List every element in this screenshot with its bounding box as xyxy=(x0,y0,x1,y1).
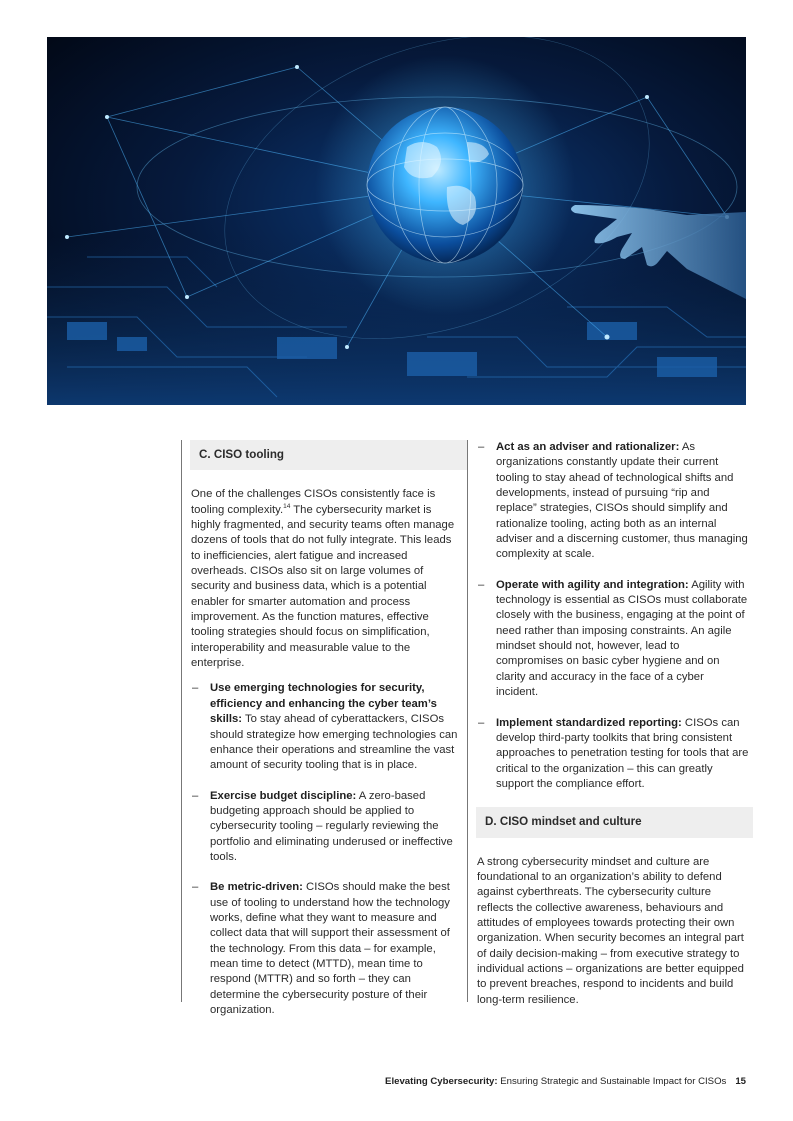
list-item: – Act as an adviser and rationalizer: As organizations constantly update their current tooling to stay ahead of technological shifts and developments, instead of pursuing “rip and replace” strategies, CISOs should simplify and rationalize tooling, acting both as an internal adviser and a discerning customer, thus managing complexity at scale. xyxy=(478,441,748,561)
footer-title-bold: Elevating Cybersecurity: xyxy=(385,1076,498,1087)
ciso-tooling-intro: One of the challenges CISOs consistently face is tooling complexity.$^{14}$ The cybersecurity market is highly fragmented, and security teams often manage dozens of tools that do not fully integrate. This leads to inefficiencies, alert fatigue and increased overheads. CISOs also sit on large volumes of security and business data, which is a potential enabler for smarter automation and process improvement. As the function matures, effective tooling strategies should focus on simplification, interoperability and measurable value to the enterprise. xyxy=(191,488,455,670)
page-number: 15 xyxy=(735,1076,746,1087)
ciso-mindset-paragraph: A strong cybersecurity mindset and culture are foundational to an organization’s ability to defend against cyberthreats. The cybersecurity culture reflects the collective awareness, behaviours and attitudes of employees towards protecting their own organization. When security becomes an integral part of daily decision-making – from executive strategy to individual actions – organizations are better equipped to prevent breaches, respond to incidents and build long-term resilience. xyxy=(477,855,744,1006)
ciso-tooling-list-continued xyxy=(477,440,749,792)
footnote-reference: 14 xyxy=(283,502,291,510)
footer-title-rest: Ensuring Strategic and Sustainable Impact for CISOs xyxy=(497,1076,727,1087)
left-column xyxy=(181,440,463,1016)
list-item: – Exercise budget discipline: A zero-based budgeting approach should be applied to cybersecurity tooling – regularly reviewing the portfolio and eliminating underused or ineffective tools. xyxy=(192,789,453,863)
list-item: – Use emerging technologies for security, efficiency and enhancing the cyber team’s skills: To stay ahead of cyberattackers, CISOs should strategize how emerging technologies can enhance their operations and streamline the vast amount of security tooling that is in place. xyxy=(192,682,458,772)
section-heading-ciso-tooling: C. CISO tooling xyxy=(190,440,467,470)
list-item: – Operate with agility and integration: Agility with technology is essential as CISOs must collaborate closely with the business, engaging at the point of need rather than imposing constraints. An agile mindset should not, however, lead to compromises on basic cyber hygiene and on clarity and accuracy in the face of a cyber incident. xyxy=(478,578,748,699)
ciso-tooling-list xyxy=(191,681,463,1018)
hero-image xyxy=(47,37,746,405)
page-footer xyxy=(385,1076,746,1087)
section-heading-ciso-mindset: D. CISO mindset and culture xyxy=(476,807,753,837)
right-column xyxy=(467,440,749,1006)
list-item: – Implement standardized reporting: CISOs can develop third-party toolkits that bring consistent approaches to penetration testing for tools that are critical to the organization – this can greatly support the compliance effort. xyxy=(478,716,749,790)
list-item: – Be metric-driven: CISOs should make the best use of tooling to understand how the technology works, define what they want to measure and collect data that will support their assessment of the technology. From this data – for example, mean time to detect (MTTD), mean time to respond (MTTR) and so forth – they can determine the cybersecurity posture of their organization. xyxy=(192,881,450,1016)
globe-network-hand-image xyxy=(47,37,746,405)
